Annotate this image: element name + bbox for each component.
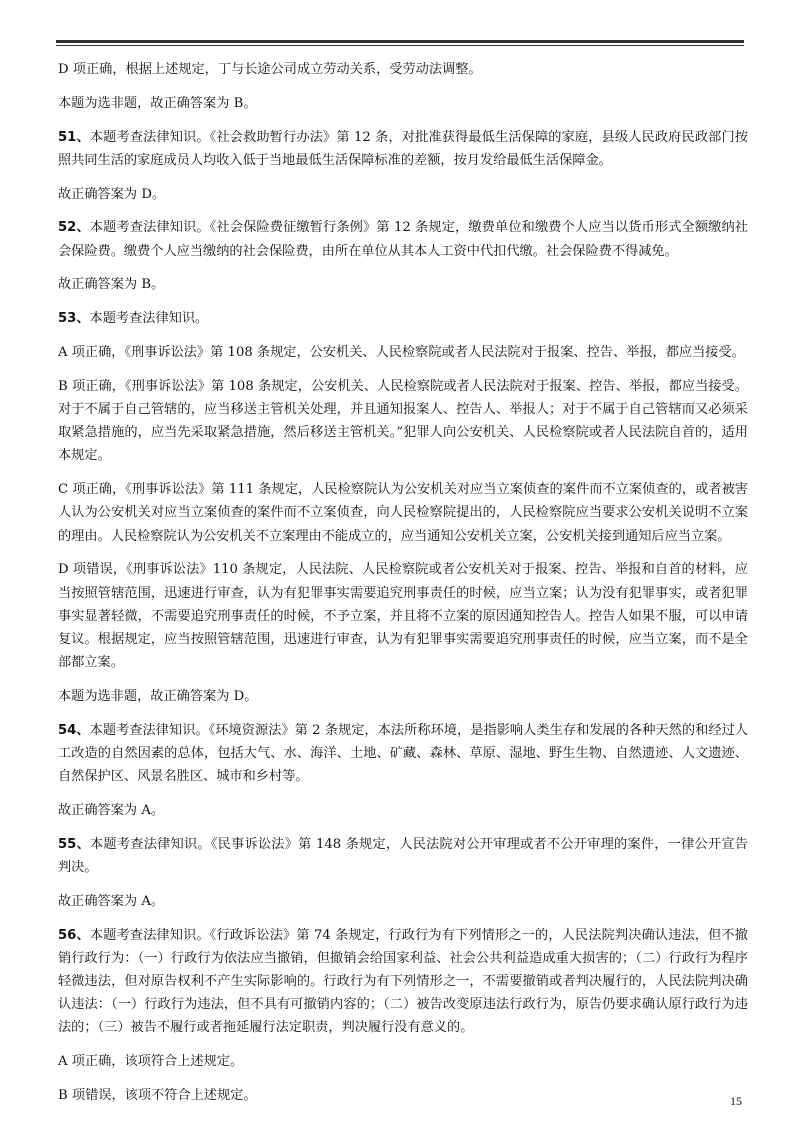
paragraph: 故正确答案为 B。: [58, 277, 165, 293]
question-51: 51、本题考查法律知识。《社会救助暂行办法》第 12 条，对批准获得最低生活保障的家庭，县级人民政府民政部门按照共同生活的家庭成员人均收入低于当地最低生活保障标准的差额，按月发给最低生活保障金。: [58, 129, 748, 168]
question-53: 53、本题考查法律知识。: [58, 311, 209, 327]
paragraph: 本题为选非题，故正确答案为 B。: [58, 95, 257, 111]
question-52: 52、本题考查法律知识。《社会保险费征缴暂行条例》第 12 条规定，缴费单位和缴费个人应当以货币形式全额缴纳社会保险费。缴费个人应当缴纳的社会保险费，由所在单位从其本人工资中代扣代缴。社会保险费不得减免。: [58, 220, 748, 259]
paragraph: 故正确答案为 D。: [58, 186, 166, 202]
header-rule: [56, 40, 744, 43]
paragraph: 故正确答案为 A。: [58, 803, 165, 818]
paragraph: A 项正确，《刑事诉讼法》第 108 条规定，公安机关、人民检察院或者人民法院对于报案、控告、举报，都应当接受。: [58, 344, 745, 360]
question-55: 55、本题考查法律知识。《民事诉讼法》第 148 条规定，人民法院对公开审理或者不公开审理的案件，一律公开宣告判决。: [58, 836, 748, 875]
question-number: 53、: [58, 311, 90, 327]
question-56: 56、本题考查法律知识。《行政诉讼法》第 74 条规定，行政行为有下列情形之一的，人民法院判决确认违法，但不撤销行政行为：（一）行政行为依法应当撤销，但撤销会给国家利益、社会公共利益造成重大损害的；（二）行政行为程序轻微违法，但对原告权利不产生实际影响的。行政行为有下列情形之一，不需要撤销或者判决履行的，人民法院判决确认违法：（一）行政行为违法，但不具有可撤销内容的；（二）被告改变原违法行政行为，原告仍要求确认原行政行为违法的；（三）被告不履行或者拖延履行法定职责，判决履行没有意义的。: [58, 927, 748, 1036]
answer-explanations: [58, 58, 748, 1118]
question-number: 54、: [58, 722, 90, 738]
paragraph: 故正确答案为 A。: [58, 893, 165, 909]
header-rule-thin: [56, 45, 744, 46]
question-number: 56、: [58, 927, 90, 943]
paragraph: D 项正确，根据上述规定，丁与长途公司成立劳动关系，受劳动法调整。: [58, 62, 482, 77]
paragraph: C 项正确，《刑事诉讼法》第 111 条规定，人民检察院认为公安机关对应当立案侦查的案件而不立案侦查的，或者被害人认为公安机关对应当立案侦查的案件而不立案侦查，向人民检察院提出的，人民检察院应当要求公安机关说明不立案的理由。人民检察院认为公安机关不立案理由不能成立的，应当通知公安机关立案，公安机关接到通知后应当立案。: [58, 482, 748, 544]
paragraph: B 项错误，该项不符合上述规定。: [58, 1088, 257, 1103]
question-54: 54、本题考查法律知识。《环境资源法》第 2 条规定，本法所称环境，是指影响人类生存和发展的各种天然的和经过人工改造的自然因素的总体，包括大气、水、海洋、土地、矿藏、森林、草原、湿地、野生生物、自然遗迹、人文遗迹、自然保护区、风景名胜区、城市和乡村等。: [58, 722, 748, 785]
paragraph: B 项正确，《刑事诉讼法》第 108 条规定，公安机关、人民检察院或者人民法院对于报案、控告、举报，都应当接受。对于不属于自己管辖的，应当移送主管机关处理，并且通知报案人、控告人、举报人；对于不属于自己管辖而又必须采取紧急措施的，应当先采取紧急措施，然后移送主管机关。”犯罪人向公安机关、人民检察院或者人民法院自首的，适用本规定。: [58, 378, 748, 464]
paragraph: A 项正确，该项符合上述规定。: [58, 1054, 244, 1070]
paragraph: D 项错误，《刑事诉讼法》110 条规定，人民法院、人民检察院或者公安机关对于报案、控告、举报和自首的材料，应当按照管辖范围，迅速进行审查，认为有犯罪事实需要追究刑事责任的时候，应当立案；认为没有犯罪事实，或者犯罪事实显著轻微，不需要追究刑事责任的时候，不予立案，并且将不立案的原因通知控告人。控告人如果不服，可以申请复议。根据规定，应当按照管辖范围，迅速进行审查，认为有犯罪事实需要追究刑事责任的时候，应当立案，而不是全部都立案。: [58, 562, 748, 671]
page-number: 15: [730, 1094, 742, 1108]
question-number: 55、: [58, 836, 91, 852]
question-number: 51、: [58, 129, 90, 145]
paragraph: 本题为选非题，故正确答案为 D。: [58, 689, 258, 704]
question-number: 52、: [58, 220, 90, 236]
